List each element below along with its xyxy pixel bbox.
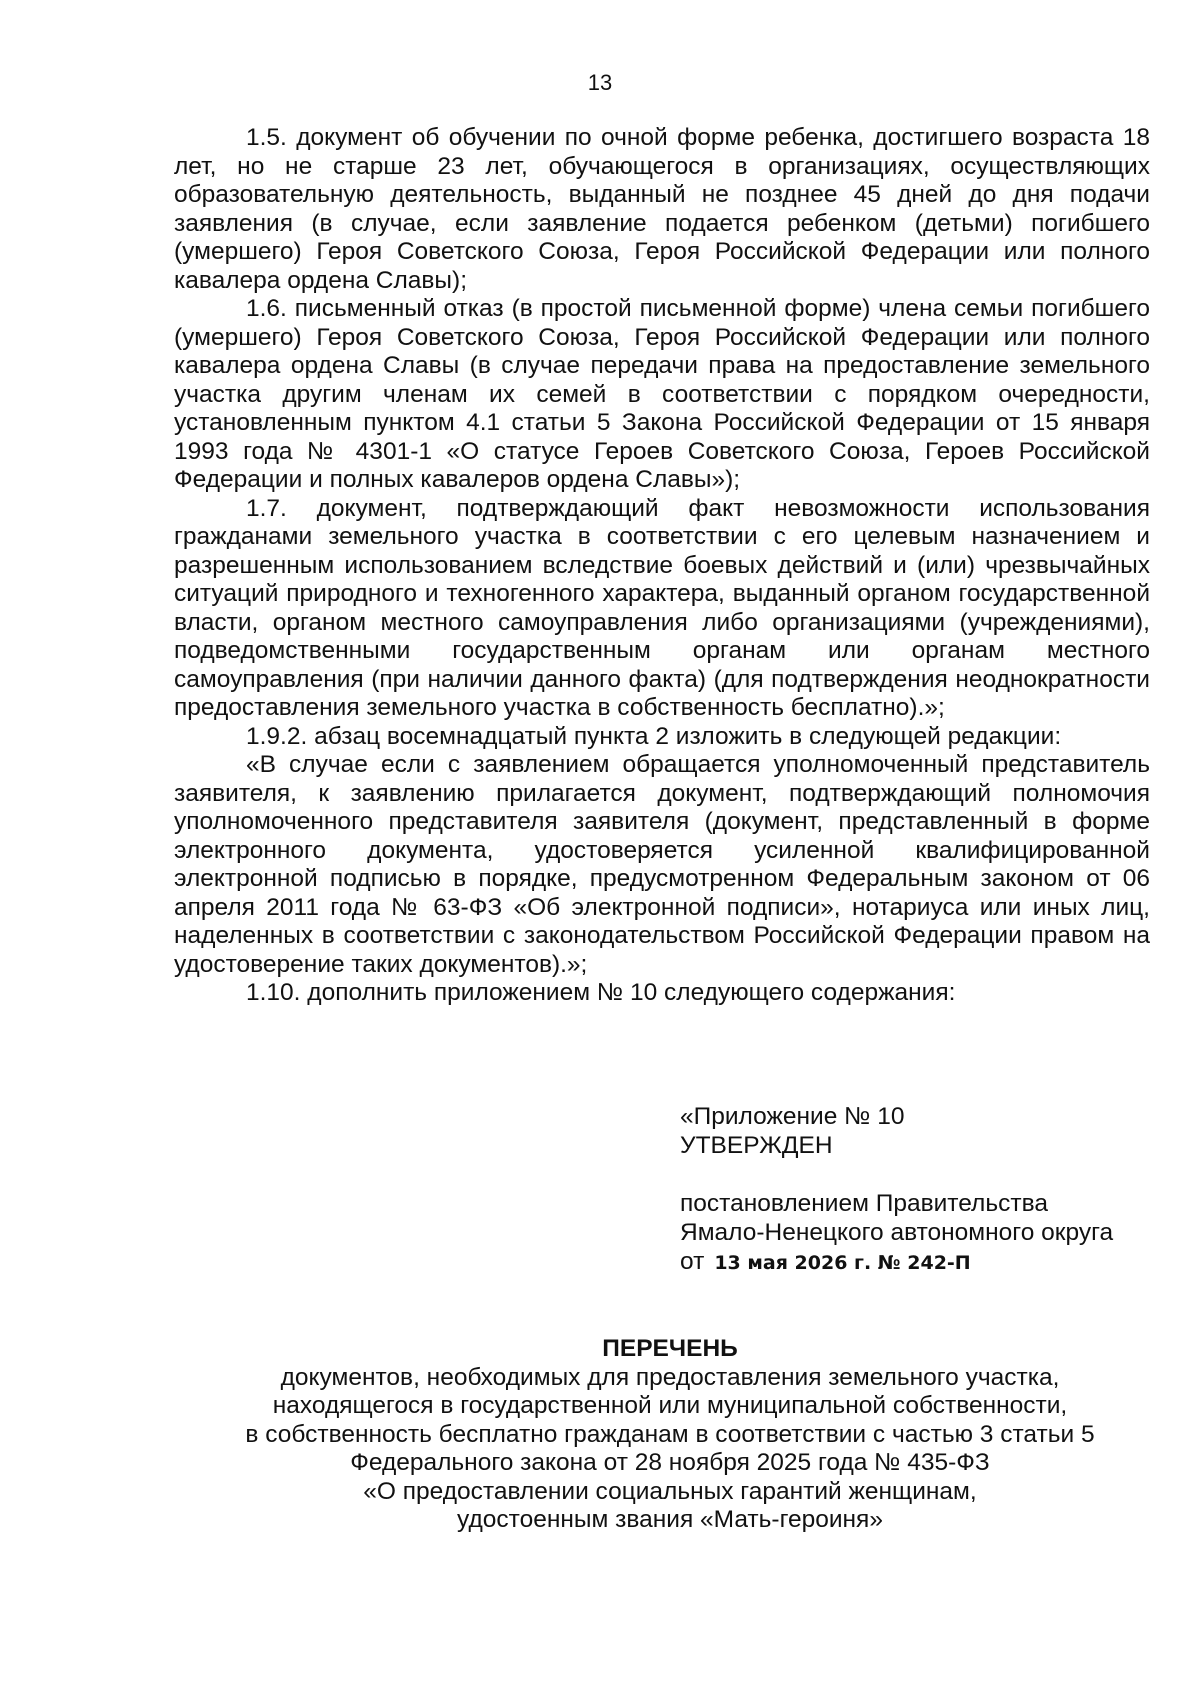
list-heading: ПЕРЕЧЕНЬ — [602, 1335, 738, 1362]
decree-number-stamp: 13 мая 2026 г. № 242-П — [714, 1252, 971, 1274]
decree-prefix: от — [680, 1248, 705, 1275]
paragraph-1-7: 1.7. документ, подтверждающий факт невозможности использования гражданами земельного участка в соответствии с его целевым назначением и разрешенным использованием вследствие боевых действий и (или) чрезвычайных ситуаций природного и техногенного характера, выданный органом государственной власти, органом местного самоуправления либо организациями (учреждениями), подведомственными государственным органам или органам местного самоуправления (при наличии данного факта) (для подтверждения неоднократности предоставления земельного участка в собственность бесплатно).»; — [174, 494, 1150, 721]
paragraph-1-5: 1.5. документ об обучении по очной форме ребенка, достигшего возраста 18 лет, но не старше 23 лет, обучающегося в организациях, осуществляющих образовательную деятельность, выданный не позднее 45 дней до дня подачи заявления (в случае, если заявление подается ребенком (детьми) погибшего (умершего) Героя Советского Союза, Героя Российской Федерации или полного кавалера ордена Славы); — [174, 124, 1150, 294]
appendix-approval-block — [680, 1102, 1160, 1278]
title-line: находящегося в государственной или муниципальной собственности, — [272, 1392, 1068, 1419]
paragraph-1-10: 1.10. дополнить приложением № 10 следующего содержания: — [246, 979, 956, 1006]
title-line: удостоенным звания «Мать-героиня» — [457, 1506, 883, 1533]
title-line: «О предоставлении социальных гарантий женщинам, — [363, 1477, 977, 1505]
title-line: в собственность бесплатно гражданам в соответствии с частью 3 статьи 5 — [245, 1420, 1095, 1448]
approval-authority-line2: Ямало-Ненецкого автономного округа — [680, 1219, 1114, 1246]
paragraph-quote: «В случае если с заявлением обращается уполномоченный представитель заявителя, к заявлению прилагается документ, подтверждающий полномочия уполномоченного представителя заявителя (документ, представленный в форме электронного документа, удостоверяется усиленной квалифицированной электронной подписью в порядке, предусмотренном Федеральным законом от 06 апреля 2011 года № 63-ФЗ «Об электронной подписи», нотариуса или иных лиц, наделенных в соответствии с законодательством Российской Федерации правом на удостоверение таких документов).»; — [174, 751, 1150, 978]
decree-line — [680, 1247, 1160, 1278]
paragraph-1-9-2: 1.9.2. абзац восемнадцатый пункта 2 изложить в следующей редакции: — [246, 722, 1062, 750]
document-body — [174, 124, 1150, 1008]
paragraph-1-6: 1.6. письменный отказ (в простой письменной форме) члена семьи погибшего (умершего) Героя Советского Союза, Героя Российской Федерации или полного кавалера ордена Славы (в случае передачи права на предоставление земельного участка другим членам их семей в соответствии с порядком очередности, установленным пунктом 4.1 статьи 5 Закона Российской Федерации от 15 января 1993 года № 4301-1 «О статусе Героев Советского Союза, Героев Российской Федерации и полных кавалеров ордена Славы»); — [174, 295, 1150, 493]
approval-authority-line1: постановлением Правительства — [680, 1190, 1048, 1217]
title-line: документов, необходимых для предоставления земельного участка, — [280, 1363, 1060, 1391]
spacer — [680, 1160, 1160, 1189]
approved-label: УТВЕРЖДЕН — [680, 1132, 833, 1159]
page-number: 13 — [587, 70, 613, 95]
title-line: Федерального закона от 28 ноября 2025 года № 435-ФЗ — [350, 1449, 990, 1476]
list-title-block — [120, 1335, 1200, 1535]
appendix-label: «Приложение № 10 — [680, 1103, 905, 1130]
